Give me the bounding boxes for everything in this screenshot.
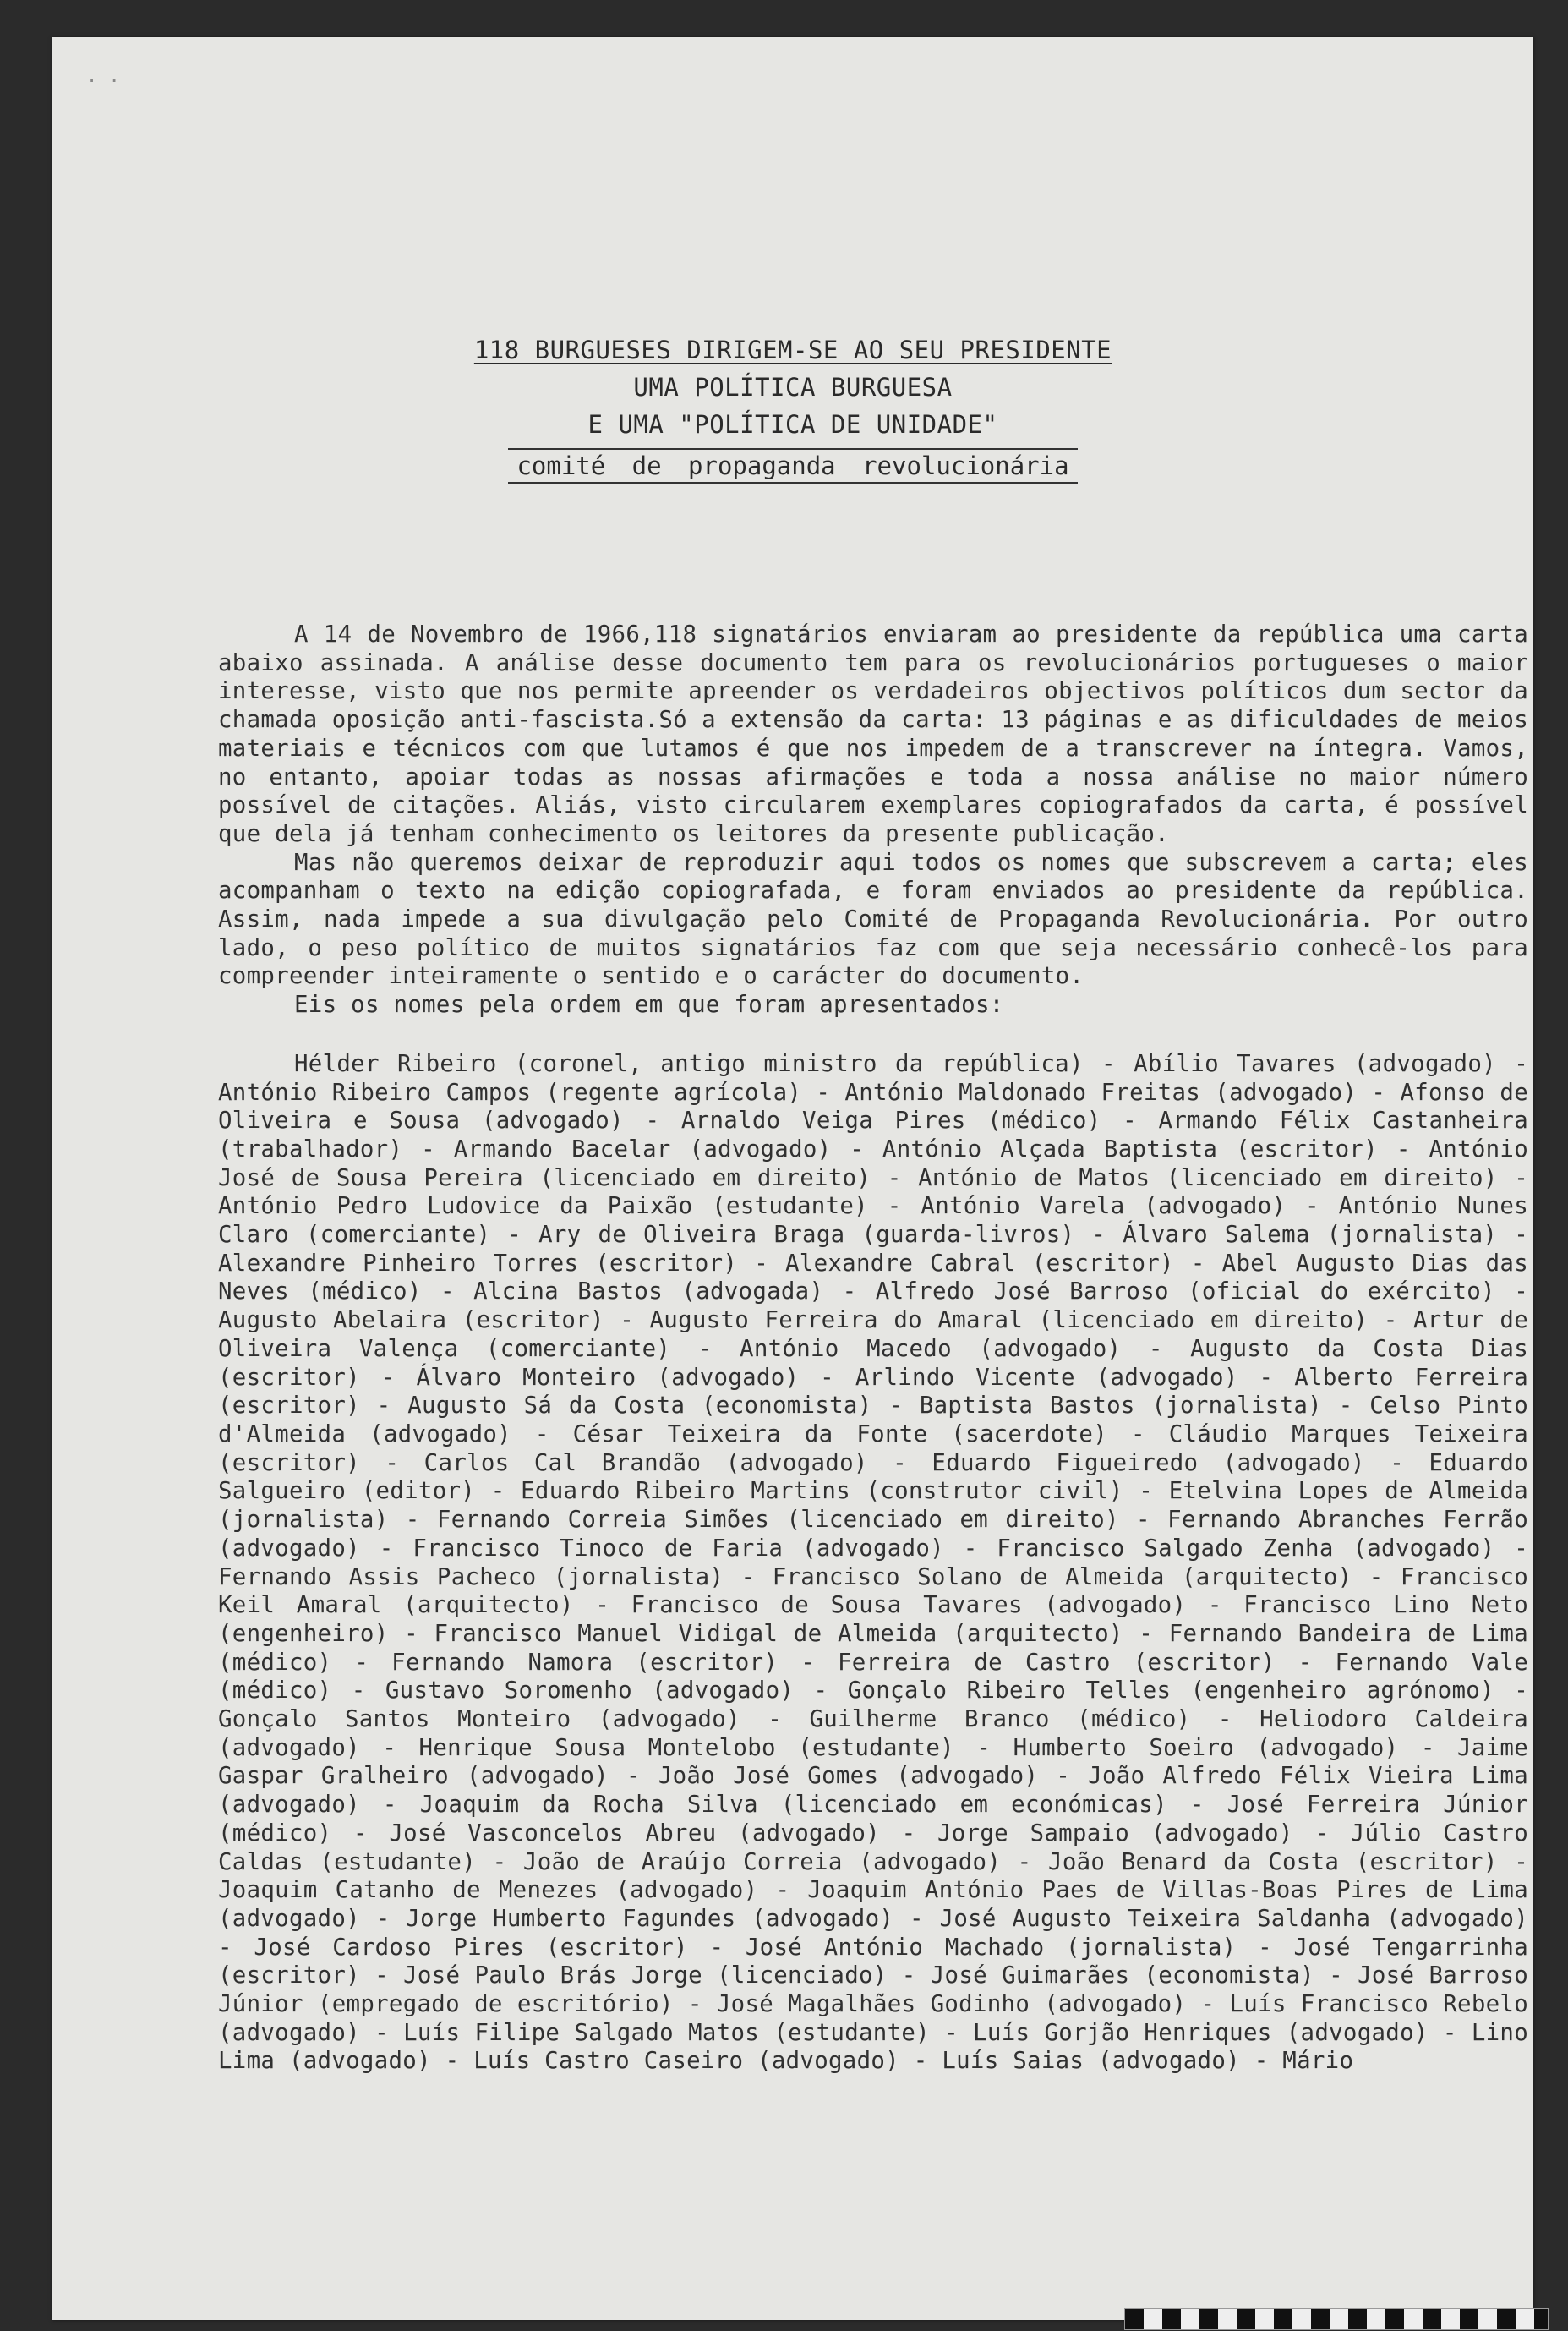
document-page [52,37,1533,2320]
document-body [218,621,1528,2076]
committee-name: comité de propaganda revolucionária [508,448,1077,484]
paragraph-1: A 14 de Novembro de 1966,118 signatários enviaram ao presidente da república uma carta abaixo assinada. A análise desse documento tem para os revolucionários portugueses o maior interesse, visto que nos permite apreender os verdadeiros objectivos políticos dum sector da chamada oposição anti-fascista.Só a extensão da carta: 13 páginas e as dificuldades de meios materiais e técnicos com que lutamos é que nos impedem de a transcrever na íntegra. Vamos, no entanto, apoiar todas as nossas afirmações e toda a nossa análise no maior número possível de citações. Aliás, visto circularem exemplares copiografados da carta, é possível que dela já tenham conhecimento os leitores da presente publicação. [218,621,1528,847]
paragraph-3: Eis os nomes pela ordem em que foram apresentados: [294,992,1004,1019]
document-header [52,331,1533,484]
color-scale-ruler [1124,2308,1549,2330]
document-title: 118 BURGUESES DIRIGEM-SE AO SEU PRESIDENTE [473,336,1112,364]
document-subtitle-2: E UMA "POLÍTICA DE UNIDADE" [587,410,998,439]
page-speck: · · [86,71,120,92]
signatories-list: Hélder Ribeiro (coronel, antigo ministro da república) - Abílio Tavares (advogado) - António Ribeiro Campos (regente agrícola) - António Maldonado Freitas (advogado) - Afonso de Oliveira e Sousa (advogado) - Arnaldo Veiga Pires (médico) - Armando Félix Castanheira (trabalhador) - Armando Bacelar (advogado) - António Alçada Baptista (escritor) - António José de Sousa Pereira (licenciado em direito) - António de Matos (licenciado em direito) - António Pedro Ludovice da Paixão (estudante) - António Varela (advogado) - António Nunes Claro (comerciante) - Ary de Oliveira Braga (guarda-livros) - Álvaro Salema (jornalista) - Alexandre Pinheiro Torres (escritor) - Alexandre Cabral (escritor) - Abel Augusto Dias das Neves (médico) - Alcina Bastos (advogada) - Alfredo José Barroso (oficial do exército) - Augusto Abelaira (escritor) - Augusto Ferreira do Amaral (licenciado em direito) - Artur de Oliveira Valença (comerciante) - António Macedo (advogado) - Augusto da Costa Dias (escritor) - Álvaro Monteiro (advogado) - Arlindo Vicente (advogado) - Alberto Ferreira (escritor) - Augusto Sá da Costa (economista) - Baptista Bastos (jornalista) - Celso Pinto d'Almeida (advogado) - César Teixeira da Fonte (sacerdote) - Cláudio Marques Teixeira (escritor) - Carlos Cal Brandão (advogado) - Eduardo Figueiredo (advogado) - Eduardo Salgueiro (editor) - Eduardo Ribeiro Martins (construtor civil) - Etelvina Lopes de Almeida (jornalista) - Fernando Correia Simões (licenciado em direito) - Fernando Abranches Ferrão (advogado) - Francisco Tinoco de Faria (advogado) - Francisco Salgado Zenha (advogado) - Fernando Assis Pacheco (jornalista) - Francisco Solano de Almeida (arquitecto) - Francisco Keil Amaral (arquitecto) - Francisco de Sousa Tavares (advogado) - Francisco Lino Neto (engenheiro) - Francisco Manuel Vidigal de Almeida (arquitecto) - Fernando Bandeira de Lima (médico) - Fernando Namora (escritor) - Ferreira de Castro (escritor) - Fernando Vale (médico) - Gustavo Soromenho (advogado) - Gonçalo Ribeiro Telles (engenheiro agrónomo) - Gonçalo Santos Monteiro (advogado) - Guilherme Branco (médico) - Heliodoro Caldeira (advogado) - Henrique Sousa Montelobo (estudante) - Humberto Soeiro (advogado) - Jaime Gaspar Gralheiro (advogado) - João José Gomes (advogado) - João Alfredo Félix Vieira Lima (advogado) - Joaquim da Rocha Silva (licenciado em económicas) - José Ferreira Júnior (médico) - José Vasconcelos Abreu (advogado) - Jorge Sampaio (advogado) - Júlio Castro Caldas (estudante) - João de Araújo Correia (advogado) - João Benard da Costa (escritor) - Joaquim Catanho de Menezes (advogado) - Joaquim António Paes de Villas-Boas Pires de Lima (advogado) - Jorge Humberto Fagundes (advogado) - José Augusto Teixeira Saldanha (advogado) - José Cardoso Pires (escritor) - José António Machado (jornalista) - José Tengarrinha (escritor) - José Paulo Brás Jorge (licenciado) - José Guimarães (economista) - José Barroso Júnior (empregado de escritório) - José Magalhães Godinho (advogado) - Luís Francisco Rebelo (advogado) - Luís Filipe Salgado Matos (estudante) - Luís Gorjão Henriques (advogado) - Lino Lima (advogado) - Luís Castro Caseiro (advogado) - Luís Saias (advogado) - Mário [218,1050,1528,2075]
document-subtitle-1: UMA POLÍTICA BURGUESA [633,373,953,402]
paragraph-2: Mas não queremos deixar de reproduzir aqui todos os nomes que subscrevem a carta; eles acompanham o texto na edição copiografada, e foram enviados ao presidente da república. Assim, nada impede a sua divulgação pelo Comité de Propaganda Revolucionária. Por outro lado, o peso político de muitos signatários faz com que seja necessário conhecê-los para compreender inteiramente o sentido e o carácter do documento. [218,849,1528,990]
